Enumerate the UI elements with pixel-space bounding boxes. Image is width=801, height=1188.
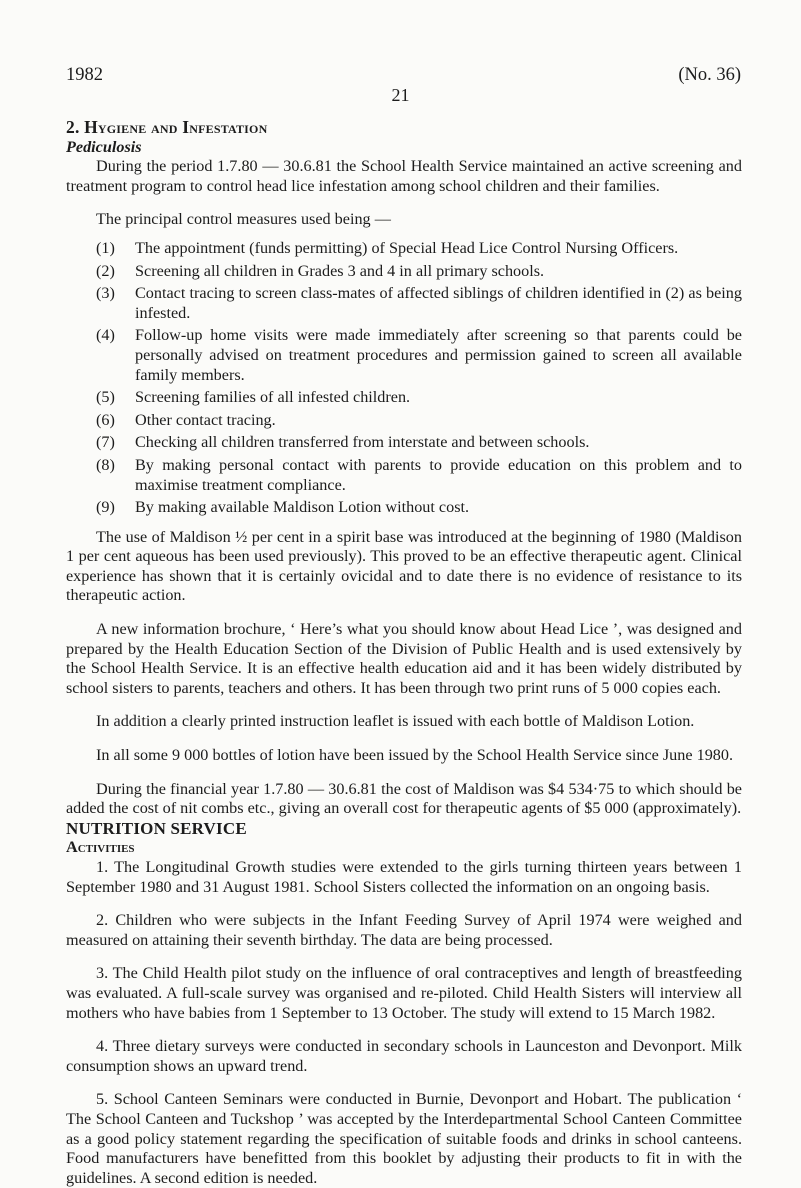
list-item-text: Screening families of all infested children. (135, 388, 411, 407)
list-item (96, 388, 742, 408)
body-paragraph: The use of Maldison ½ per cent in a spirit base was introduced at the beginning of 1980 (Maldison 1 per cent aqueous has been used previously). This proved to be an effective therapeutic agent. Clinical experience has shown that it is certainly ovicidal and to date there is no evidence of resistance to its therapeutic action. (66, 527, 742, 605)
list-marker: (6) (96, 410, 115, 429)
intro-paragraph: During the period 1.7.80 — 30.6.81 the School Health Service maintained an active screening and treatment program to control head lice infestation among school children and their families. (66, 157, 742, 195)
list-item-text: Follow-up home visits were made immediately after screening so that parents could be personally advised on treatment procedures and permission gained to screen all available family members. (135, 326, 742, 384)
list-item (96, 239, 742, 259)
list-item-text: Screening all children in Grades 3 and 4 in all primary schools. (135, 261, 545, 280)
list-item (96, 456, 742, 495)
section-title: 2. Hygiene and Infestation (66, 117, 268, 137)
list-marker: (9) (96, 498, 115, 517)
list-marker: (3) (96, 284, 115, 303)
list-item-text: Contact tracing to screen class-mates of affected siblings of children identified in (2) as being infested. (135, 284, 742, 322)
list-item (96, 326, 742, 385)
list-item (96, 433, 742, 453)
list-marker: (2) (96, 261, 115, 280)
section-subtitle: Pediculosis (66, 137, 142, 156)
list-marker: (5) (96, 388, 115, 407)
list-item (96, 284, 742, 323)
page-number: 21 (391, 85, 410, 105)
list-marker: (7) (96, 433, 115, 452)
activity-paragraph: 5. School Canteen Seminars were conducted in Burnie, Devonport and Hobart. The publication ‘ The School Canteen and Tuckshop ’ was accepted by the Interdepartmental School Canteen Committee as a good policy statement regarding the specification of suitable foods and drinks in school canteens. Food manufacturers have benefitted from this booklet by adjusting their products to fit in with the guidelines. A second edition is needed. (66, 1090, 742, 1187)
list-marker: (1) (96, 238, 115, 257)
body-paragraph: In all some 9 000 bottles of lotion have been issued by the School Health Service since June 1980. (96, 746, 734, 765)
measures-list (66, 239, 742, 518)
list-item-text: By making personal contact with parents to provide education on this problem and to maximise treatment compliance. (135, 455, 742, 494)
nutrition-title: NUTRITION SERVICE (66, 818, 247, 838)
body-paragraph: A new information brochure, ‘ Here’s what you should know about Head Lice ’, was designed and prepared by the Health Education Section of the Division of Public Health and is used extensively by the School Health Service. It is an effective health education aid and it has been widely distributed by school sisters to parents, teachers and others. It has been through two print runs of 5 000 copies each. (66, 620, 742, 697)
list-item-text: By making available Maldison Lotion without cost. (135, 498, 470, 517)
list-marker: (8) (96, 455, 115, 474)
activity-paragraph: 3. The Child Health pilot study on the influence of oral contraceptives and length of breastfeeding was evaluated. A full-scale survey was organised and re-piloted. Child Health Sisters will interview all mothers who have babies from 1 September to 13 October. The study will extend to 15 March 1982. (66, 964, 742, 1022)
header-doc-number: (No. 36) (678, 65, 741, 85)
nutrition-subtitle: Activities (66, 838, 135, 857)
body-paragraph: During the financial year 1.7.80 — 30.6.81 the cost of Maldison was $4 534·75 to which should be added the cost of nit combs etc., giving an overall cost for therapeutic agents of $5 000 (approximately). (66, 779, 742, 818)
body-paragraph: In addition a clearly printed instruction leaflet is issued with each bottle of Maldison Lotion. (96, 712, 695, 731)
list-item-text: Checking all children transferred from interstate and between schools. (135, 433, 590, 452)
list-item (96, 498, 742, 518)
list-item-text: The appointment (funds permitting) of Special Head Lice Control Nursing Officers. (135, 238, 679, 257)
list-item-text: Other contact tracing. (135, 410, 276, 429)
activity-paragraph: 4. Three dietary surveys were conducted in secondary schools in Launceston and Devonport. Milk consumption shows an upward trend. (66, 1037, 742, 1075)
list-item (96, 411, 742, 431)
activity-paragraph: 1. The Longitudinal Growth studies were extended to the girls turning thirteen years between 1 September 1980 and 31 August 1981. School Sisters collected the information on an ongoing basis. (66, 858, 742, 896)
list-item (96, 262, 742, 282)
page-body (66, 118, 742, 1188)
list-marker: (4) (96, 326, 115, 345)
activity-paragraph: 2. Children who were subjects in the Infant Feeding Survey of April 1974 were weighed and measured on attaining their seventh birthday. The data are being processed. (66, 911, 742, 949)
measures-lead: The principal control measures used being — (96, 210, 391, 229)
header-year: 1982 (66, 65, 103, 85)
